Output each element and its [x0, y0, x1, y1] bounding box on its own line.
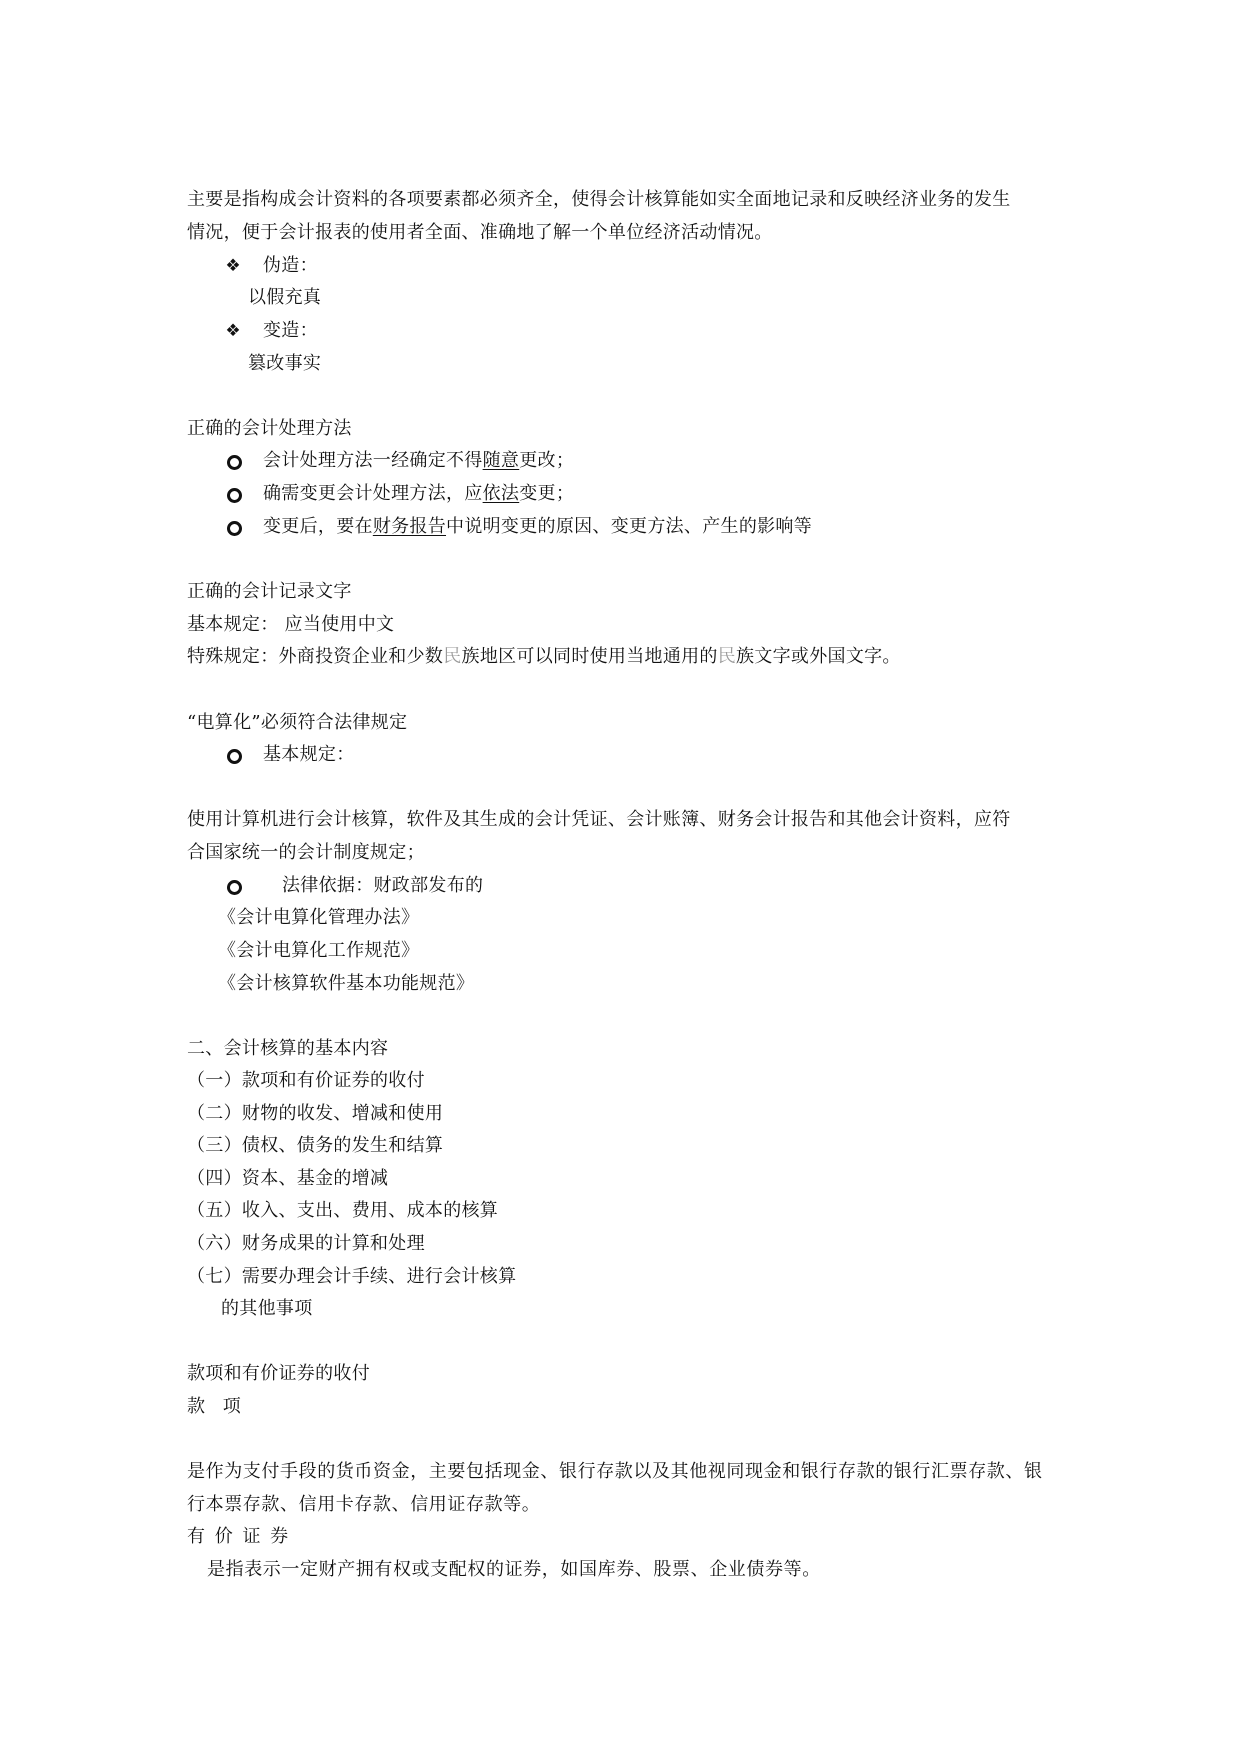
ec-law-3: 《会计核算软件基本功能规范》	[218, 973, 475, 994]
ec-law-1: 《会计电算化管理办法》	[218, 907, 420, 928]
content-item: （六）财务成果的计算和处理	[187, 1233, 425, 1254]
intro-line-1: 主要是指构成会计资料的各项要素都必须齐全，使得会计核算能如实全面地记录和反映经济业务的发生	[187, 189, 1011, 210]
intro-line-2: 情况，便于会计报表的使用者全面、准确地了解一个单位经济活动情况。	[187, 222, 773, 243]
kuanxiang-line-2: 行本票存款、信用卡存款、信用证存款等。	[187, 1494, 541, 1515]
ec-para-line-1: 使用计算机进行会计核算，软件及其生成的会计凭证、会计账簿、财务会计报告和其他会计资料，应符	[187, 809, 1011, 830]
forge-desc: 以假充真	[248, 287, 322, 308]
alter-desc: 篡改事实	[248, 353, 322, 374]
circle-bullet-icon	[227, 488, 242, 503]
circle-bullet-icon	[227, 521, 242, 536]
text-special-rule: 特殊规定：外商投资企业和少数民族地区可以同时使用当地通用的民族文字或外国文字。	[187, 646, 901, 667]
securities-desc: 是指表示一定财产拥有权或支配权的证券，如国库券、股票、企业债券等。	[207, 1559, 821, 1580]
circle-bullet-icon	[227, 749, 242, 764]
ec-heading: “电算化”必须符合法律规定	[187, 712, 408, 733]
alter-label: 变造：	[263, 320, 318, 341]
circle-bullet-icon	[227, 880, 242, 895]
securities-label: 有 价 证 券	[187, 1526, 291, 1547]
ec-basic-rule: 基本规定：	[263, 744, 355, 765]
kuanxiang-label: 款 项	[187, 1396, 247, 1417]
diamond-bullet-icon: ❖	[225, 321, 241, 341]
diamond-bullet-icon: ❖	[225, 256, 241, 276]
content-item: （一）款项和有价证券的收付	[187, 1070, 425, 1091]
circle-bullet-icon	[227, 455, 242, 470]
content-item-cont: 的其他事项	[221, 1298, 313, 1319]
text-basic-rule: 基本规定： 应当使用中文	[187, 614, 395, 635]
content-item: （四）资本、基金的增减	[187, 1168, 389, 1189]
kuanxiang-line-1: 是作为支付手段的货币资金，主要包括现金、银行存款以及其他视同现金和银行存款的银行汇票存款、银	[187, 1461, 1043, 1482]
content-item: （三）债权、债务的发生和结算	[187, 1135, 444, 1156]
ec-legal-basis: 法律依据：财政部发布的	[282, 875, 484, 896]
forge-label: 伪造：	[263, 255, 318, 276]
method-item-1: 会计处理方法一经确定不得随意更改；	[263, 450, 575, 471]
ec-para-line-2: 合国家统一的会计制度规定；	[187, 842, 425, 863]
content-item: （二）财物的收发、增减和使用	[187, 1103, 444, 1124]
method-heading: 正确的会计处理方法	[187, 418, 352, 439]
ec-law-2: 《会计电算化工作规范》	[218, 940, 420, 961]
content-item: （七）需要办理会计手续、进行会计核算	[187, 1266, 517, 1287]
method-item-3: 变更后，要在财务报告中说明变更的原因、变更方法、产生的影响等	[263, 516, 813, 537]
receipt-heading: 款项和有价证券的收付	[187, 1363, 370, 1384]
method-item-2: 确需变更会计处理方法，应依法变更；	[263, 483, 575, 504]
content-heading: 二、会计核算的基本内容	[187, 1038, 389, 1059]
content-item: （五）收入、支出、费用、成本的核算	[187, 1200, 499, 1221]
text-heading: 正确的会计记录文字	[187, 581, 352, 602]
